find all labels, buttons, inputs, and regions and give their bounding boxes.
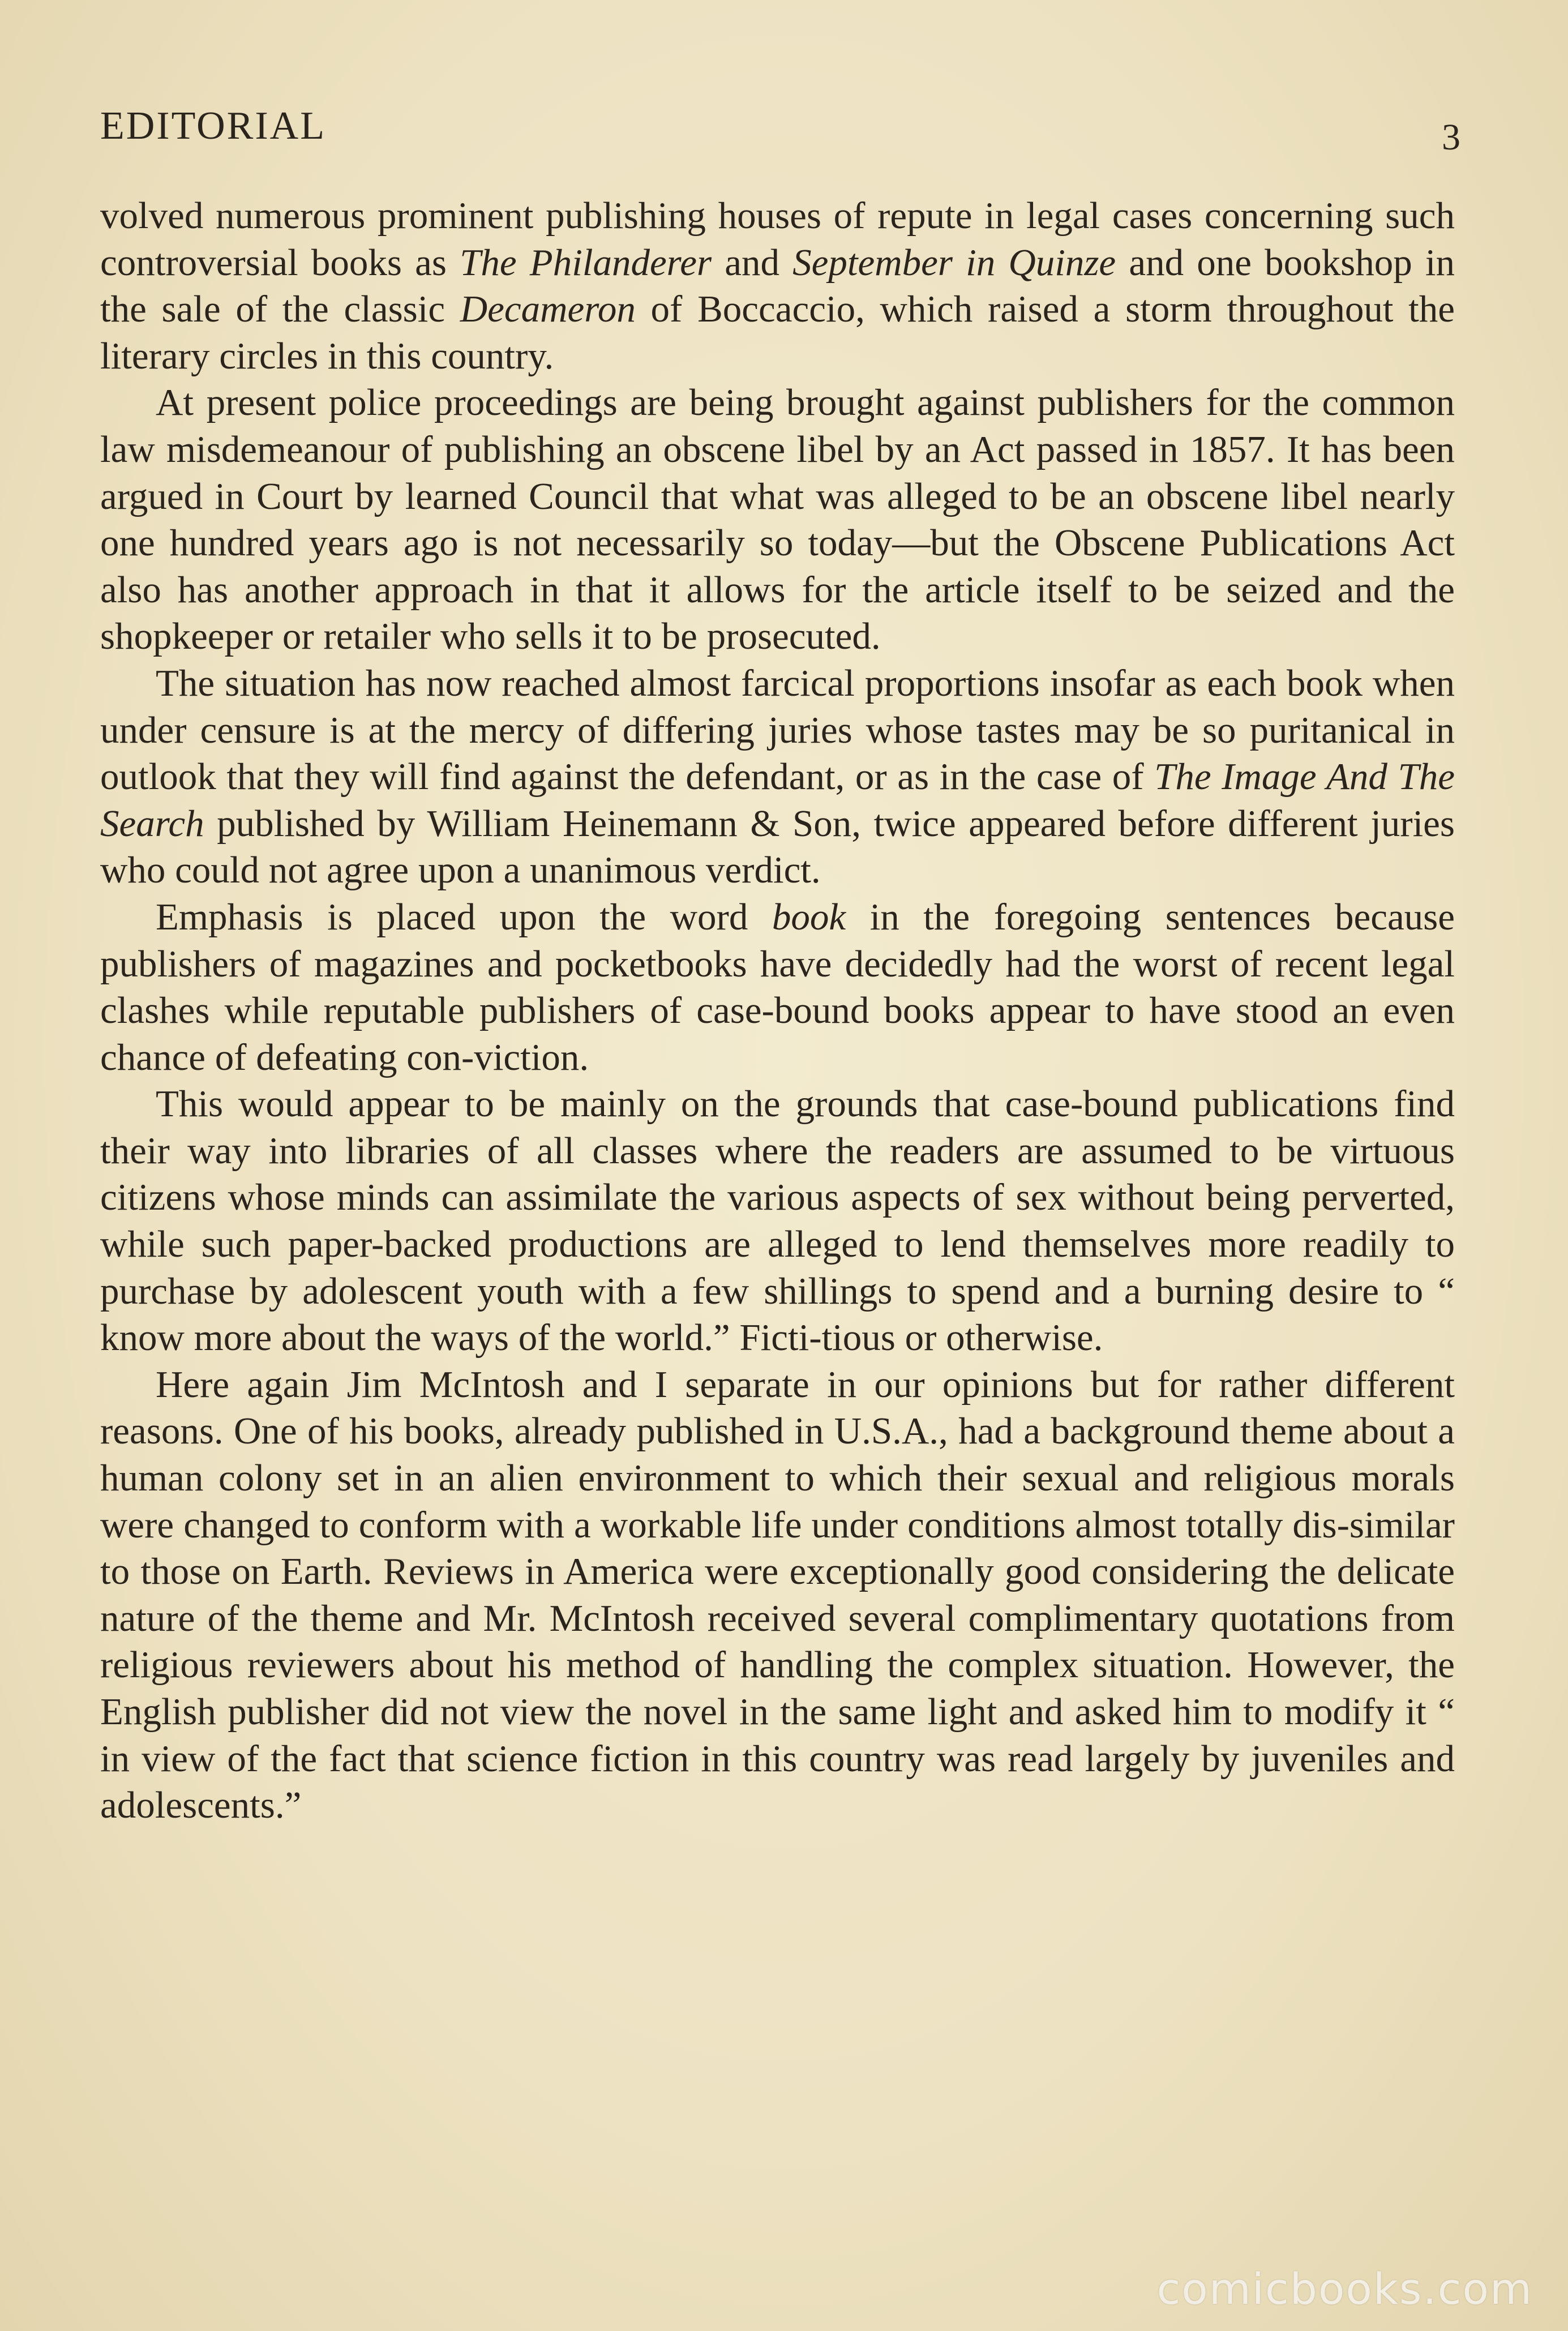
paragraph: [100, 192, 1455, 379]
paragraph: [100, 660, 1455, 894]
running-head: EDITORIAL: [100, 104, 326, 148]
italic-title: book: [772, 895, 846, 938]
page-number: 3: [1442, 117, 1460, 158]
text-run: At present police proceedings are being brought against publishers for the common law misdemeanour of publishing an obscene libel by an Act passed in 1857. It has been argued in Court by learned Council that what was alleged to be an obscene libel nearly one hundred years ago is not necessarily so today—but the Obscene Publications Act also has another approach in that it allows for the article itself to be seized and the shopkeeper or retailer who sells it to be prosecuted.: [100, 382, 1455, 658]
paragraph: [100, 379, 1455, 660]
paragraph: [100, 1361, 1455, 1829]
text-run: of Boccaccio, which raised a storm throughout the literary circles in this country.: [100, 288, 1455, 377]
text-run: Here again Jim McIntosh and I separate in our opinions but for rather different reasons. One of his books, already published in U.S.A., had a background theme about a human colony set in an alien environment to which their sexual and religious morals were changed to conform with a workable life under conditions almost totally dis-similar to those on Earth. Reviews in America were exceptionally good considering the delicate nature of the theme and Mr. McIntosh received several complimentary quotations from religious reviewers about his method of handling the complex situation. However, the English publisher did not view the novel in the same light and asked him to modify it “ in view of the fact that science fiction in this country was read largely by juveniles and adolescents.”: [100, 1363, 1455, 1827]
watermark: comicbooks.com: [1156, 2264, 1533, 2314]
paragraph: [100, 1081, 1455, 1361]
text-run: and: [712, 241, 793, 284]
text-run: The situation has now reached almost farcical proportions insofar as each book when under censure is at the mercy of differing juries whose tastes may be so puritanical in outlook that they will find against the defendant, or as in the case of: [100, 662, 1455, 798]
text-run: volved numerous prominent publishing houses of repute in legal cases concerning such controversial books as: [100, 195, 1455, 284]
page-header: [100, 101, 1460, 158]
italic-title: Decameron: [460, 288, 636, 331]
text-run: Emphasis is placed upon the word: [156, 895, 772, 938]
text-run: published by William Heinemann & Son, twice appeared before different juries who could not agree upon a unanimous verdict.: [100, 802, 1455, 892]
italic-title: The Philanderer: [460, 241, 712, 284]
text-run: This would appear to be mainly on the grounds that case-bound publications find their way into libraries of all classes where the readers are assumed to be virtuous citizens whose minds can assimilate the various aspects of sex without being perverted, while such paper-backed productions are alleged to lend themselves more readily to purchase by adolescent youth with a few shillings to spend and a burning desire to “ know more about the ways of the world.” Ficti-tious or otherwise.: [100, 1083, 1455, 1359]
editorial-body: [100, 192, 1455, 1829]
paragraph: [100, 894, 1455, 1081]
text-run: in the foregoing sentences because publishers of magazines and pocketbooks have decidedly had the worst of recent legal clashes while reputable publishers of case-bound books appear to have stood an even chance of defeating con-viction.: [100, 895, 1455, 1078]
text-run: and one bookshop in the sale of the classic: [100, 241, 1455, 331]
italic-title: The Image And The Search: [100, 756, 1455, 845]
italic-title: September in Quinze: [792, 241, 1116, 284]
